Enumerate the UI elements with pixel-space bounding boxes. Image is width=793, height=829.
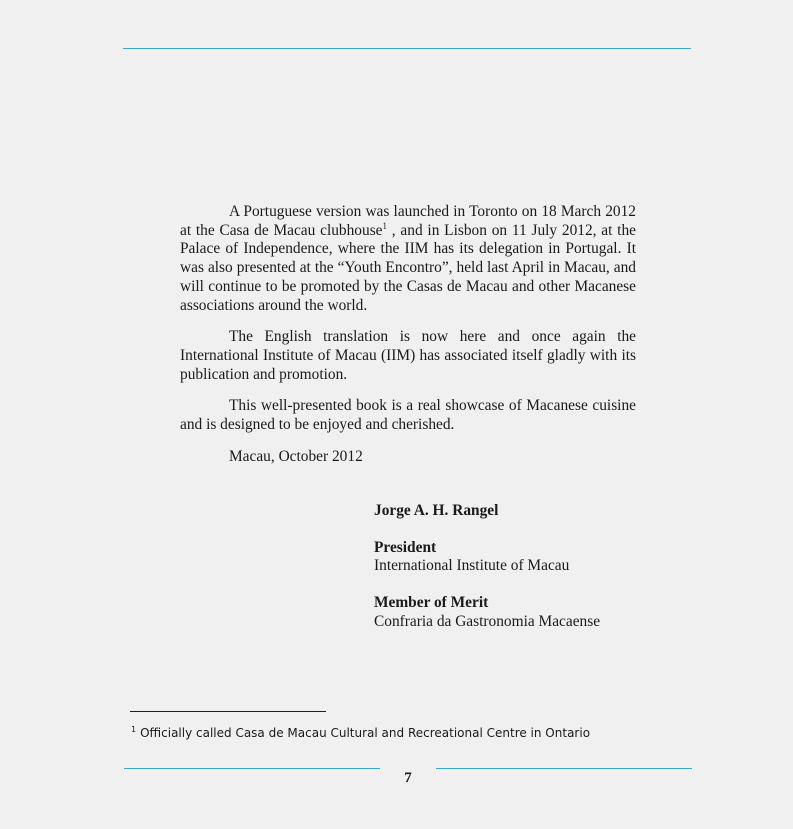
role-organization: Confraria da Gastronomia Macaense — [374, 612, 601, 630]
footnote — [131, 725, 590, 740]
body-text — [180, 203, 636, 466]
role-title: Member of Merit — [374, 594, 489, 612]
paragraph-text: A Portuguese version was launched in Toronto on 18 March 2012 at the Casa de Macau clubhouse — [180, 203, 636, 239]
header-rule — [123, 48, 691, 49]
footer-rule-right — [436, 768, 692, 769]
paragraph-english-translation: The English translation is now here and once again the International Institute of Macau (IIM) has associated itself gladly with its publication and promotion. — [180, 328, 636, 383]
footnote-marker: 1 — [131, 725, 137, 734]
footnote-reference: 1 — [382, 220, 388, 231]
dateline: Macau, October 2012 — [229, 447, 363, 465]
paragraph-portuguese-version — [180, 203, 636, 315]
signatory-role-member — [374, 594, 674, 631]
footnote-separator — [130, 711, 326, 712]
paragraph-showcase: This well-presented book is a real showcase of Macanese cuisine and is designed to be enjoyed and cherished. — [180, 397, 636, 434]
footnote-text: Officially called Casa de Macau Cultural and Recreational Centre in Ontario — [140, 726, 591, 740]
footer-rule-left — [124, 768, 380, 769]
paragraph-text-continued: , and in Lisbon on 11 July 2012, at the Palace of Independence, where the IIM has its delegation in Portugal. It was also presented at the “Youth Encontro”, held last April in Macau, and will continue to be promoted by the Casas de Macau and other Macanese associations around the world. — [180, 221, 636, 314]
role-title: President — [374, 538, 437, 556]
signatory-name: Jorge A. H. Rangel — [374, 502, 499, 519]
role-organization: International Institute of Macau — [374, 557, 570, 575]
signature-block — [374, 502, 674, 650]
signatory-role-president — [374, 539, 674, 576]
page-number: 7 — [404, 770, 412, 786]
